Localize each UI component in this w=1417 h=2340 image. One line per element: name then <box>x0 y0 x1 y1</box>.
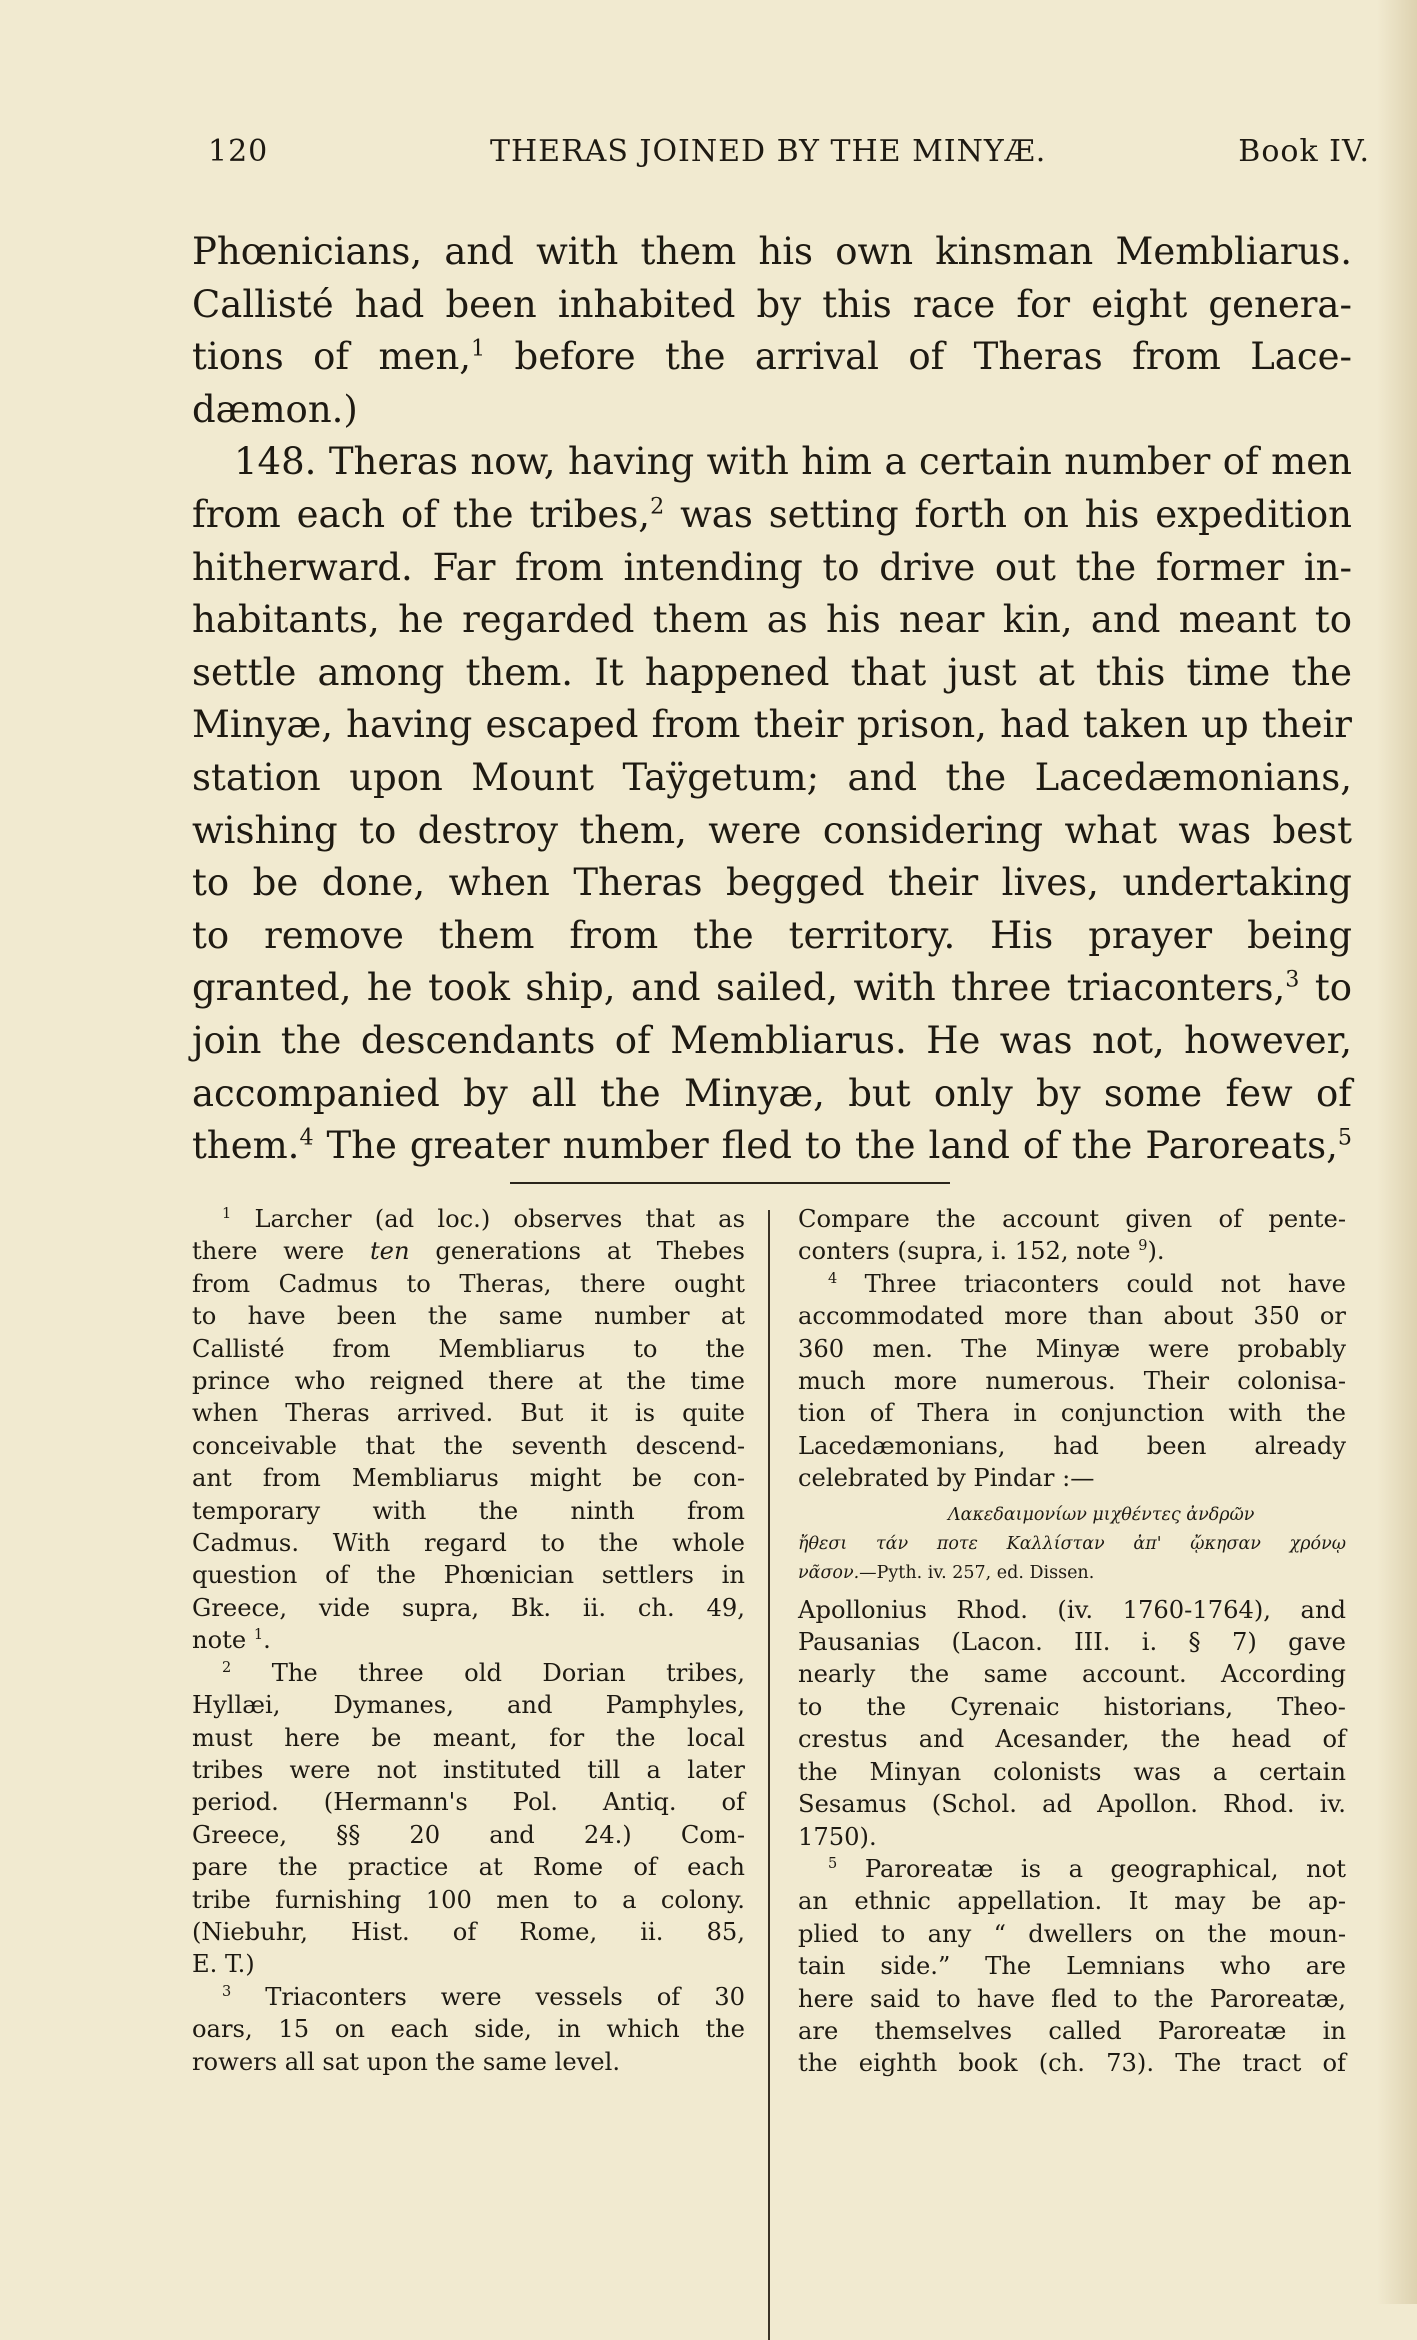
book-label: Book IV. <box>1238 134 1370 169</box>
page-edge-shadow <box>1377 0 1417 2304</box>
footnote-line: Sesamus (Schol. ad Apollon. Rhod. iv. <box>798 1790 1346 1819</box>
footnote-line: much more numerous. Their colonisa- <box>798 1367 1346 1396</box>
footnotes-left-column <box>192 1203 745 2078</box>
paragraph-continuation <box>192 226 1352 436</box>
footnote-line: here said to have fled to the Paroreatæ, <box>798 1984 1346 2013</box>
footnote-ref[interactable]: 4 <box>299 1124 314 1151</box>
footnote-line: an ethnic appellation. It may be ap- <box>798 1887 1346 1916</box>
text-line: 148. Theras now, having with him a certain number of men <box>234 440 1352 484</box>
footnote-line: tain side.” The Lemnians who are <box>798 1952 1346 1981</box>
text-line: hitherward. Far from intending to drive out the former in- <box>192 545 1352 589</box>
text-line: from each of the tribes,$^2$ was setting forth on his expedition <box>192 492 1352 536</box>
footnote-line: temporary with the ninth from <box>192 1496 745 1525</box>
paragraph-148 <box>192 436 1352 1172</box>
footnote-line: period. (Hermann's Pol. Antiq. of <box>192 1788 745 1817</box>
footnote-line: tribes were not instituted till a later <box>192 1755 745 1784</box>
column-divider <box>768 1210 770 2340</box>
footnote-line: to have been the same number at <box>192 1302 745 1331</box>
running-title: THERAS JOINED BY THE MINYÆ. <box>490 134 1047 169</box>
text-line: to be done, when Theras begged their lives, undertaking <box>192 861 1352 905</box>
text-line: to remove them from the territory. His prayer being <box>192 913 1352 957</box>
footnote-line: are themselves called Paroreatæ in <box>798 2016 1346 2045</box>
footnote-ref[interactable]: 3 <box>1285 966 1300 993</box>
footnote-line: Greece, §§ 20 and 24.) Com- <box>192 1820 745 1849</box>
footnote-line: 360 men. The Minyæ were probably <box>798 1334 1346 1363</box>
greek-line: Λακεδαιμονίων μιχθέντες ἀνδρῶν <box>948 1504 1255 1525</box>
footnote-line: prince who reigned there at the time <box>192 1367 745 1396</box>
footnote-line: rowers all sat upon the same level. <box>192 2047 621 2076</box>
citation: —Pyth. iv. 257, ed. Dissen. <box>859 1562 1095 1583</box>
footnote-4: $^4$ Three triaconters could not have <box>828 1269 1346 1298</box>
text-line: tions of men,$^1$ before the arrival of Theras from Lace- <box>192 335 1352 379</box>
footnote-1: $^1$ Larcher (ad loc.) observes that as <box>222 1205 745 1233</box>
footnote-rule <box>510 1182 950 1184</box>
text-line: join the descendants of Membliarus. He was not, however, <box>192 1018 1352 1062</box>
text-line: Phœnicians, and with them his own kinsman Membliarus. <box>192 230 1352 273</box>
footnote-ref[interactable]: 2 <box>650 493 665 520</box>
text-line: them.$^4$ The greater number fled to the land of the Paroreats,$^5$ <box>192 1124 1352 1168</box>
text-line: Callisté had been inhabited by this race for eight genera- <box>192 282 1352 326</box>
page-number: 120 <box>208 134 269 169</box>
footnote-line: accommodated more than about 350 or <box>798 1302 1346 1331</box>
footnote-line: the eighth book (ch. 73). The tract of <box>798 2049 1346 2078</box>
footnote-line: from Cadmus to Theras, there ought <box>192 1269 745 1298</box>
footnote-line: to the Cyrenaic historians, Theo- <box>798 1692 1346 1721</box>
footnote-line: celebrated by Pindar :— <box>798 1464 1095 1493</box>
footnote-line: nearly the same account. According <box>798 1660 1346 1689</box>
footnote-line: Callisté from Membliarus to the <box>192 1334 745 1363</box>
footnote-line: must here be meant, for the local <box>192 1723 745 1752</box>
footnote-5: $^5$ Paroreatæ is a geographical, not <box>828 1854 1346 1883</box>
footnote-line: conceivable that the seventh descend- <box>192 1431 745 1460</box>
greek-line: ἤθεσι τάν ποτε Καλλίσταν ἀπ' ᾤκησαν χρόνῳ <box>798 1533 1346 1554</box>
footnote-line: ant from Membliarus might be con- <box>192 1464 745 1493</box>
footnote-2: $^2$ The three old Dorian tribes, <box>222 1658 745 1687</box>
footnote-line: Greece, vide supra, Bk. ii. ch. 49, <box>192 1593 745 1622</box>
text-line: station upon Mount Taÿgetum; and the Lacedæmonians, <box>192 755 1352 799</box>
footnote-line: Apollonius Rhod. (iv. 1760-1764), and <box>798 1595 1346 1624</box>
text-line: accompanied by all the Minyæ, but only by some few of <box>192 1071 1352 1115</box>
footnote-line: Compare the account given of pente- <box>798 1205 1346 1233</box>
footnote-line: crestus and Acesander, the head of <box>798 1725 1346 1754</box>
footnote-ref[interactable]: 1 <box>471 335 486 362</box>
footnote-line: when Theras arrived. But it is quite <box>192 1399 745 1428</box>
footnote-line: the Minyan colonists was a certain <box>798 1757 1346 1786</box>
text-line: dæmon.) <box>192 387 358 431</box>
footnote-line: E. T.) <box>192 1950 255 1979</box>
text-line: Minyæ, having escaped from their prison, had taken up their <box>192 703 1352 747</box>
text-line: settle among them. It happened that just at this time the <box>192 650 1352 694</box>
footnote-line: 1750). <box>798 1822 877 1851</box>
footnote-line: Lacedæmonians, had been already <box>798 1431 1346 1460</box>
text-line: habitants, he regarded them as his near kin, and meant to <box>192 598 1352 642</box>
footnote-3: $^3$ Triaconters were vessels of 30 <box>222 1982 745 2011</box>
footnote-line: (Niebuhr, Hist. of Rome, ii. 85, <box>192 1917 745 1946</box>
footnote-line: tion of Thera in conjunction with the <box>798 1399 1346 1428</box>
footnote-line: plied to any “ dwellers on the moun- <box>798 1919 1346 1948</box>
footnote-line: oars, 15 on each side, in which the <box>192 2015 745 2044</box>
running-head <box>190 134 1370 174</box>
footnote-ref[interactable]: 5 <box>1337 1124 1352 1151</box>
text-line: wishing to destroy them, were considering what was best <box>192 808 1352 852</box>
footnote-line: there were ten generations at Thebes <box>192 1237 745 1266</box>
footnotes-right-column <box>798 1203 1346 2080</box>
footnote-line: Pausanias (Lacon. III. i. § 7) gave <box>798 1628 1346 1657</box>
footnote-line: Hyllæi, Dymanes, and Pamphyles, <box>192 1691 745 1720</box>
footnote-line: note $^1$. <box>192 1626 271 1655</box>
greek-line: νᾶσον.—Pyth. iv. 257, ed. Dissen. <box>798 1562 1095 1583</box>
text-line: granted, he took ship, and sailed, with three triaconters,$^3$ to <box>192 966 1353 1010</box>
footnote-line: Cadmus. With regard to the whole <box>192 1529 745 1558</box>
footnote-line: tribe furnishing 100 men to a colony. <box>192 1885 745 1914</box>
main-text <box>192 226 1352 1173</box>
footnote-line: conters (supra, i. 152, note $^9$). <box>798 1237 1165 1266</box>
greek-quotation <box>798 1501 1346 1588</box>
footnote-line: question of the Phœnician settlers in <box>192 1561 745 1590</box>
footnote-line: pare the practice at Rome of each <box>192 1853 745 1882</box>
